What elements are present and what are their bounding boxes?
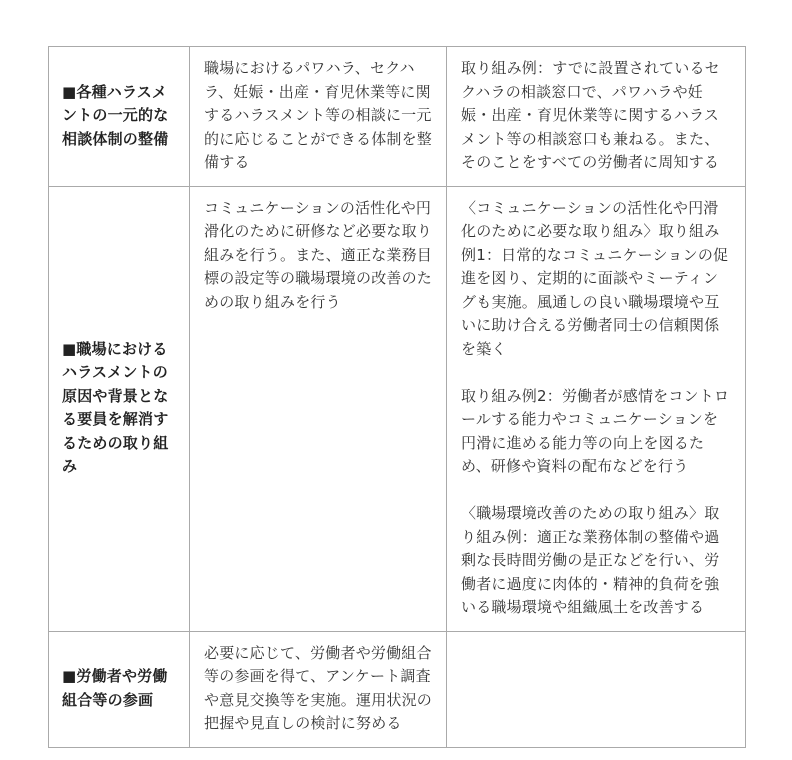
example-paragraph: 〈職場環境改善のための取り組み〉取り組み例：適正な業務体制の整備や過剰な長時間労働の是正などを行い、労働者に過度に肉体的・精神的負荷を強いる職場環境や組織風土を改善する [461,504,720,616]
row-description: 職場におけるパワハラ、セクハラ、妊娠・出産・育児休業等に関するハラスメント等の相談に一元的に応じることができる体制を整備する [190,47,447,187]
example-paragraph: 〈コミュニケーションの活性化や円滑化のために必要な取り組み〉取り組み例1：日常的なコミュニケーションの促進を図り、定期的に面談やミーティングも実施。風通しの良い職場環境や互いに助け合える労働者同士の信頼関係を築く [461,198,729,358]
row-heading: ■各種ハラスメントの一元的な相談体制の整備 [49,47,190,187]
row-examples [447,47,746,187]
example-paragraph: 取り組み例2：労働者が感情をコントロールする能力やコミュニケーションを円滑に進める能力等の向上を図るため、研修や資料の配布などを行う [461,386,730,475]
example-paragraph: 取り組み例：すでに設置されているセクハラの相談窓口で、パワハラや妊娠・出産・育児休業等に関するハラスメント等の相談窓口も兼ねる。また、そのことをすべての労働者に周知する [461,59,720,171]
table-row [49,631,746,747]
row-examples-empty [447,631,746,747]
row-heading: ■労働者や労働組合等の参画 [49,631,190,747]
table-row [49,186,746,631]
table-row [49,47,746,187]
row-examples [447,186,746,631]
row-heading: ■職場におけるハラスメントの原因や背景となる要員を解消するための取り組み [49,186,190,631]
row-description: 必要に応じて、労働者や労働組合等の参画を得て、アンケート調査や意見交換等を実施。運用状況の把握や見直しの検討に努める [190,631,447,747]
row-description: コミュニケーションの活性化や円滑化のために研修など必要な取り組みを行う。また、適正な業務目標の設定等の職場環境の改善のための取り組みを行う [190,186,447,631]
harassment-measures-table [48,46,746,748]
